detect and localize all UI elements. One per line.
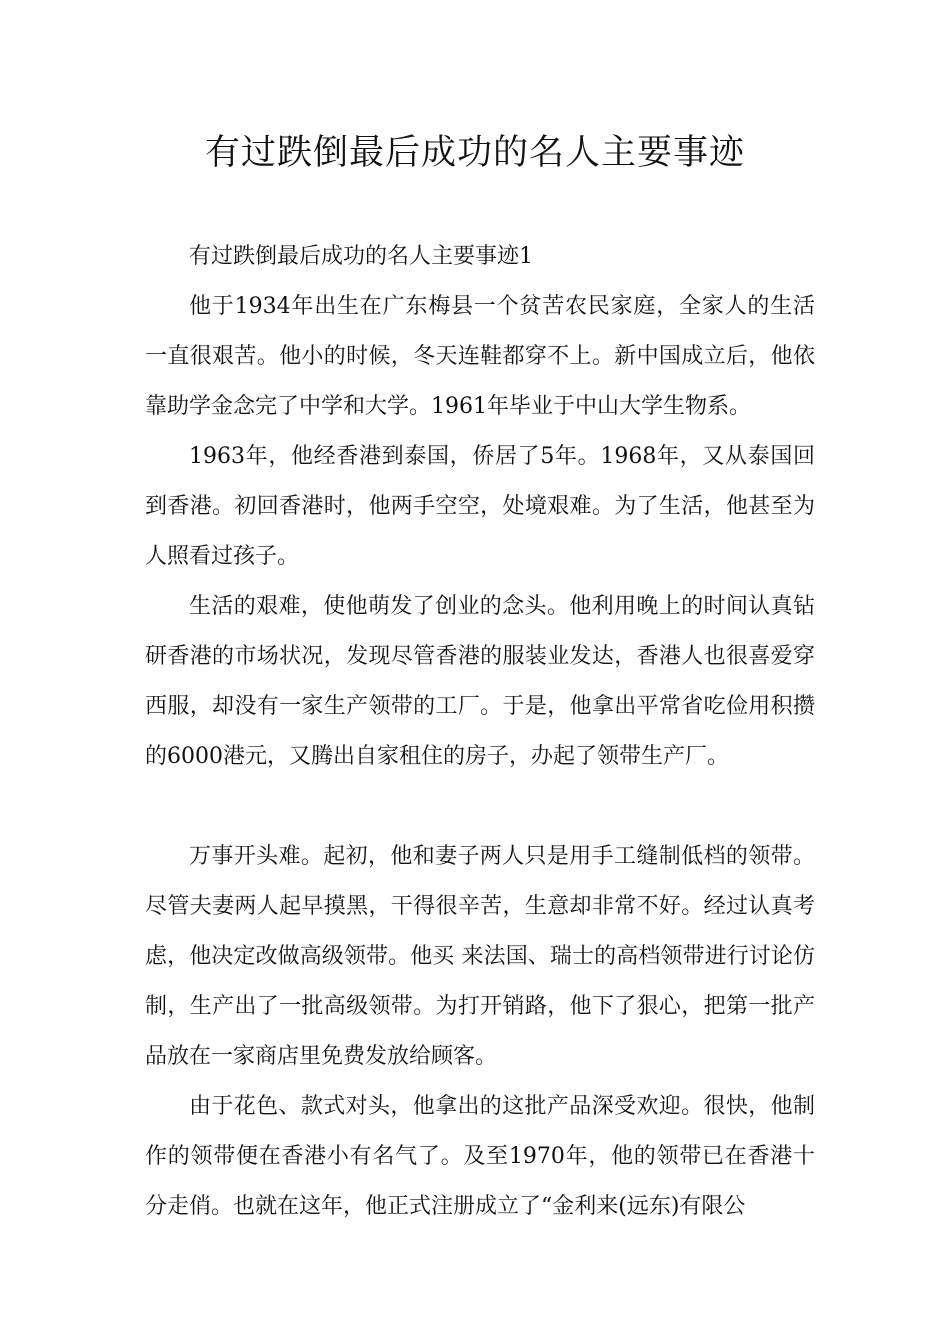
paragraph: 1963年，他经香港到泰国，侨居了5年。1968年，又从泰国回到香港。初回香港时，他两手空空，处境艰难。为了生活，他甚至为人照看过孩子。 xyxy=(145,444,815,569)
paragraph: 他于1934年出生在广东梅县一个贫苦农民家庭，全家人的生活一直很艰苦。他小的时候，冬天连鞋都穿不上。新中国成立后，他依靠助学金念完了中学和大学。1961年毕业于中山大学生物系。 xyxy=(145,294,815,419)
document-title: 有过跌倒最后成功的名人主要事迹 xyxy=(204,133,745,173)
paragraph: 生活的艰难，使他萌发了创业的念头。他利用晚上的时间认真钻研香港的市场状况，发现尽管香港的服装业发达，香港人也很喜爱穿西服，却没有一家生产领带的工厂。于是，他拿出平常省吃俭用积攒的6000港元，又腾出自家租住的房子，办起了领带生产厂。 xyxy=(145,594,815,769)
paragraph: 由于花色、款式对头，他拿出的这批产品深受欢迎。很快，他制作的领带便在香港小有名气了。及至1970年，他的领带已在香港十分走俏。也就在这年，他正式注册成立了“金利来(远东)有限公 xyxy=(145,1094,815,1219)
document-body xyxy=(145,232,815,1232)
paragraph: 万事开头难。起初，他和妻子两人只是用手工缝制低档的领带。尽管夫妻两人起早摸黑，干得很辛苦，生意却非常不好。经过认真考虑，他决定改做高级领带。他买 来法国、瑞士的高档领带进行讨论仿制，生产出了一批高级领带。为打开销路，他下了狠心，把第一批产品放在一家商店里免费发放给顾客。 xyxy=(145,844,815,1069)
section-heading: 有过跌倒最后成功的名人主要事迹1 xyxy=(189,244,533,269)
